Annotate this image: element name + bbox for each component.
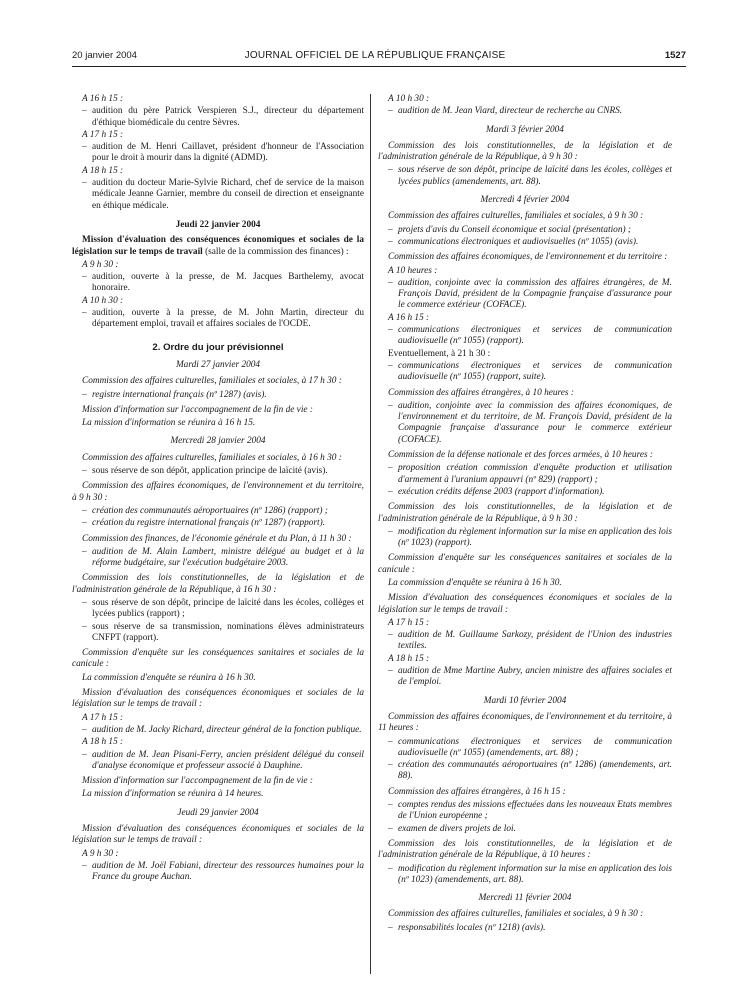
- agenda-item: – communications électroniques et services de communication audiovisuelle (nº 1055) (rapport, suite).: [388, 361, 672, 384]
- agenda-item: – audition du docteur Marie-Sylvie Richard, chef de service de la maison médicale Jeanne Garnier, membre du conseil de direction et enseignante en éthique médicale.: [82, 178, 364, 212]
- commission-heading: Mission d'évaluation des conséquences économiques et sociales de la législation sur le temps de travail :: [72, 824, 364, 846]
- section-heading: 2. Ordre du jour prévisionnel: [152, 341, 284, 353]
- commission-heading: Commission des affaires culturelles, familiales et sociales, à 16 h 30 :: [82, 452, 342, 463]
- agenda-item: – sous réserve de son dépôt, application principe de laïcité (avis).: [82, 466, 364, 477]
- time-label: A 10 heures :: [388, 265, 438, 276]
- agenda-item: – sous réserve de sa transmission, nominations élèves administrateurs CNFPT (rapport).: [82, 622, 364, 645]
- agenda-item: – exécution crédits défense 2003 (rapport d'information).: [388, 487, 672, 498]
- agenda-item: – comptes rendus des missions effectuées dans les nouveaux Etats membres de l'Union européenne ;: [388, 800, 672, 823]
- day-heading: Mercredi 11 février 2004: [478, 893, 572, 904]
- agenda-item: – modification du règlement information sur la mise en application des lois (nº 1023) (amendements, art. 88).: [388, 864, 672, 887]
- commission-heading: Commission des affaires culturelles, familiales et sociales, à 9 h 30 :: [388, 909, 644, 920]
- time-label: A 17 h 15 :: [388, 617, 430, 628]
- agenda-item: – audition de M. Jean Pisani-Ferry, ancien président délégué du conseil d'analyse économique et professeur associé à Dauphine.: [82, 750, 364, 773]
- right-column: [378, 94, 672, 935]
- time-label: A 10 h 30 :: [388, 94, 430, 104]
- commission-heading: Commission des finances, de l'économie générale et du Plan, à 11 h 30 :: [82, 533, 352, 544]
- agenda-item: – audition, ouverte à la presse, de M. John Martin, directeur du département emploi, travail et affaires sociales de l'OCDE.: [82, 308, 364, 331]
- agenda-item: – registre international français (nº 1287) (avis).: [82, 390, 364, 401]
- day-heading: Mardi 27 janvier 2004: [175, 359, 261, 370]
- day-heading: Jeudi 29 janvier 2004: [177, 807, 259, 818]
- meeting-note: La commission d'enquête se réunira à 16 h 30.: [82, 672, 256, 683]
- commission-heading: Commission des affaires économiques, de l'environnement et du territoire, à 11 heures :: [378, 711, 672, 734]
- commission-heading: Mission d'information sur l'accompagnement de la fin de vie :: [82, 404, 313, 415]
- agenda-item: – audition de M. Joël Fabiani, directeur des ressources humaines pour la France du groupe Auchan.: [82, 861, 364, 884]
- agenda-item: – sous réserve de son dépôt, principe de laïcité dans les écoles, collèges et lycées publics (rapport) ;: [82, 598, 364, 621]
- time-label: A 10 h 30 :: [82, 295, 124, 306]
- commission-heading: Commission des lois constitutionnelles, de la législation et de l'administration générale de la République, à 16 h 30 :: [72, 573, 364, 595]
- agenda-item: – audition de Mme Martine Aubry, ancien ministre des affaires sociales et de l'emploi.: [388, 666, 672, 689]
- header-date: 20 janvier 2004: [72, 50, 137, 61]
- day-heading: Mardi 3 février 2004: [486, 124, 564, 135]
- commission-heading: Commission des affaires économiques, de l'environnement et du territoire, à 9 h 30 :: [72, 481, 364, 503]
- agenda-item: – audition, conjointe avec la commission des affaires économiques, de l'environnement et du territoire, de M. François David, président de la Compagnie française d'assurance pour le commerce extérieur (COFACE).: [388, 401, 672, 446]
- time-label: A 17 h 15 :: [82, 712, 124, 723]
- commission-heading: Commission des lois constitutionnelles, de la législation et de l'administration générale de la République, à 9 h 30 :: [378, 502, 672, 524]
- commission-heading: Commission des affaires culturelles, familiales et sociales, à 17 h 30 :: [82, 376, 342, 387]
- commission-heading: Commission des affaires étrangères, à 16 h 15 :: [388, 786, 566, 797]
- commission-heading: Commission des affaires étrangères, à 10 heures :: [388, 387, 574, 398]
- day-heading: Mardi 10 février 2004: [483, 695, 567, 706]
- time-label: A 17 h 15 :: [82, 129, 124, 140]
- agenda-item: – audition de M. Jean Viard, directeur de recherche au CNRS.: [388, 106, 672, 117]
- left-column: [72, 94, 364, 885]
- agenda-item: – modification du règlement information sur la mise en application des lois (nº 1023) (rapport).: [388, 527, 672, 550]
- time-label: A 16 h 15 :: [388, 312, 430, 323]
- agenda-item: – audition de M. Alain Lambert, ministre délégué au budget et à la réforme budgétaire, sur l'exécution budgétaire 2003.: [82, 547, 364, 570]
- agenda-item: – création du registre international français (nº 1287) (rapport).: [82, 518, 364, 529]
- agenda-item: – audition de M. Henri Caillavet, président d'honneur de l'Association pour le droit à mourir dans la dignité (ADMD).: [82, 142, 364, 165]
- commission-heading: Commission d'enquête sur les conséquences sanitaires et sociales de la canicule :: [378, 553, 672, 575]
- agenda-item: – sous réserve de son dépôt, principe de laïcité dans les écoles, collèges et lycées publics (amendements, art. 88).: [388, 165, 672, 188]
- time-label: A 16 h 15 :: [82, 94, 124, 104]
- time-label: Eventuellement, à 21 h 30 :: [388, 348, 491, 359]
- commission-heading: Mission d'évaluation des conséquences économiques et sociales de la législation sur le temps de travail :: [378, 593, 672, 615]
- agenda-item: – audition, conjointe avec la commission des affaires étrangères, de M. François David, président de la Compagnie française d'assurance pour le commerce extérieur (COFACE).: [388, 278, 672, 312]
- commission-heading: Commission des lois constitutionnelles, de la législation et de l'administration générale de la République, à 9 h 30 :: [378, 140, 672, 163]
- time-label: A 18 h 15 :: [82, 165, 124, 176]
- commission-heading: Mission d'évaluation des conséquences économiques et sociales de la législation sur le temps de travail :: [72, 688, 364, 710]
- meeting-note: La mission d'information se réunira à 14 heures.: [82, 789, 264, 800]
- agenda-item: – audition de M. Jacky Richard, directeur général de la fonction publique.: [82, 725, 364, 736]
- time-label: A 18 h 15 :: [388, 653, 430, 664]
- commission-heading: Commission d'enquête sur les conséquences sanitaires et sociales de la canicule :: [72, 648, 364, 670]
- commission-heading: Commission des affaires économiques, de l'environnement et du territoire :: [388, 252, 668, 263]
- mission-room: (salle de la commission des finances) :: [202, 246, 349, 257]
- mission-title: Mission d'évaluation des conséquences économiques et sociales de la législation sur le temps de travail: [72, 235, 364, 257]
- column-divider: [370, 94, 371, 974]
- day-heading: Mercredi 4 février 2004: [480, 195, 570, 206]
- agenda-item: – communications électroniques et services de communication audiovisuelle (nº 1055) (amendements, art. 88) ;: [388, 737, 672, 760]
- agenda-item: – communications électroniques et services de communication audiovisuelle (nº 1055) (rapport).: [388, 325, 672, 348]
- header-rule: [72, 66, 686, 67]
- commission-heading: Commission de la défense nationale et des forces armées, à 10 heures :: [388, 450, 654, 461]
- commission-heading: Mission d'information sur l'accompagnement de la fin de vie :: [82, 776, 313, 787]
- agenda-item: – responsabilités locales (nº 1218) (avis).: [388, 923, 672, 934]
- time-label: A 9 h 30 :: [82, 848, 119, 859]
- agenda-item: – audition, ouverte à la presse, de M. Jacques Barthelemy, avocat honoraire.: [82, 272, 364, 295]
- agenda-item: – communications électroniques et audiovisuelles (nº 1055) (avis).: [388, 237, 672, 248]
- journal-title: JOURNAL OFFICIEL DE LA RÉPUBLIQUE FRANÇAISE: [244, 50, 506, 61]
- agenda-item: – projets d'avis du Conseil économique et social (présentation) ;: [388, 225, 672, 236]
- time-label: A 18 h 15 :: [82, 737, 124, 748]
- meeting-note: La commission d'enquête se réunira à 16 h 30.: [388, 577, 562, 588]
- time-label: A 9 h 30 :: [82, 259, 119, 270]
- page-header: [64, 50, 686, 64]
- agenda-item: – audition de M. Guillaume Sarkozy, président de l'Union des industries textiles.: [388, 630, 672, 653]
- commission-heading: Commission des affaires culturelles, familiales et sociales, à 9 h 30 :: [388, 211, 644, 222]
- agenda-item: – examen de divers projets de loi.: [388, 824, 672, 835]
- day-heading: Mercredi 28 janvier 2004: [170, 436, 266, 447]
- mission-heading: [72, 235, 364, 258]
- commission-heading: Commission des lois constitutionnelles, de la législation et de l'administration générale de la République, à 10 heures :: [378, 838, 672, 861]
- meeting-note: La mission d'information se réunira à 16 h 15.: [82, 418, 256, 429]
- day-heading: Jeudi 22 janvier 2004: [175, 219, 261, 230]
- agenda-item: – création des communautés aéroportuaires (nº 1286) (rapport) ;: [82, 506, 364, 517]
- page-number: 1527: [664, 50, 686, 61]
- agenda-item: – audition du père Patrick Verspieren S.J., directeur du département d'éthique biomédicale du centre Sèvres.: [82, 106, 364, 129]
- agenda-item: – proposition création commission d'enquête production et utilisation d'armement à l'uranium appauvri (nº 829) (rapport) ;: [388, 463, 672, 486]
- agenda-item: – création des communautés aéroportuaires (nº 1286) (amendements, art. 88).: [388, 760, 672, 783]
